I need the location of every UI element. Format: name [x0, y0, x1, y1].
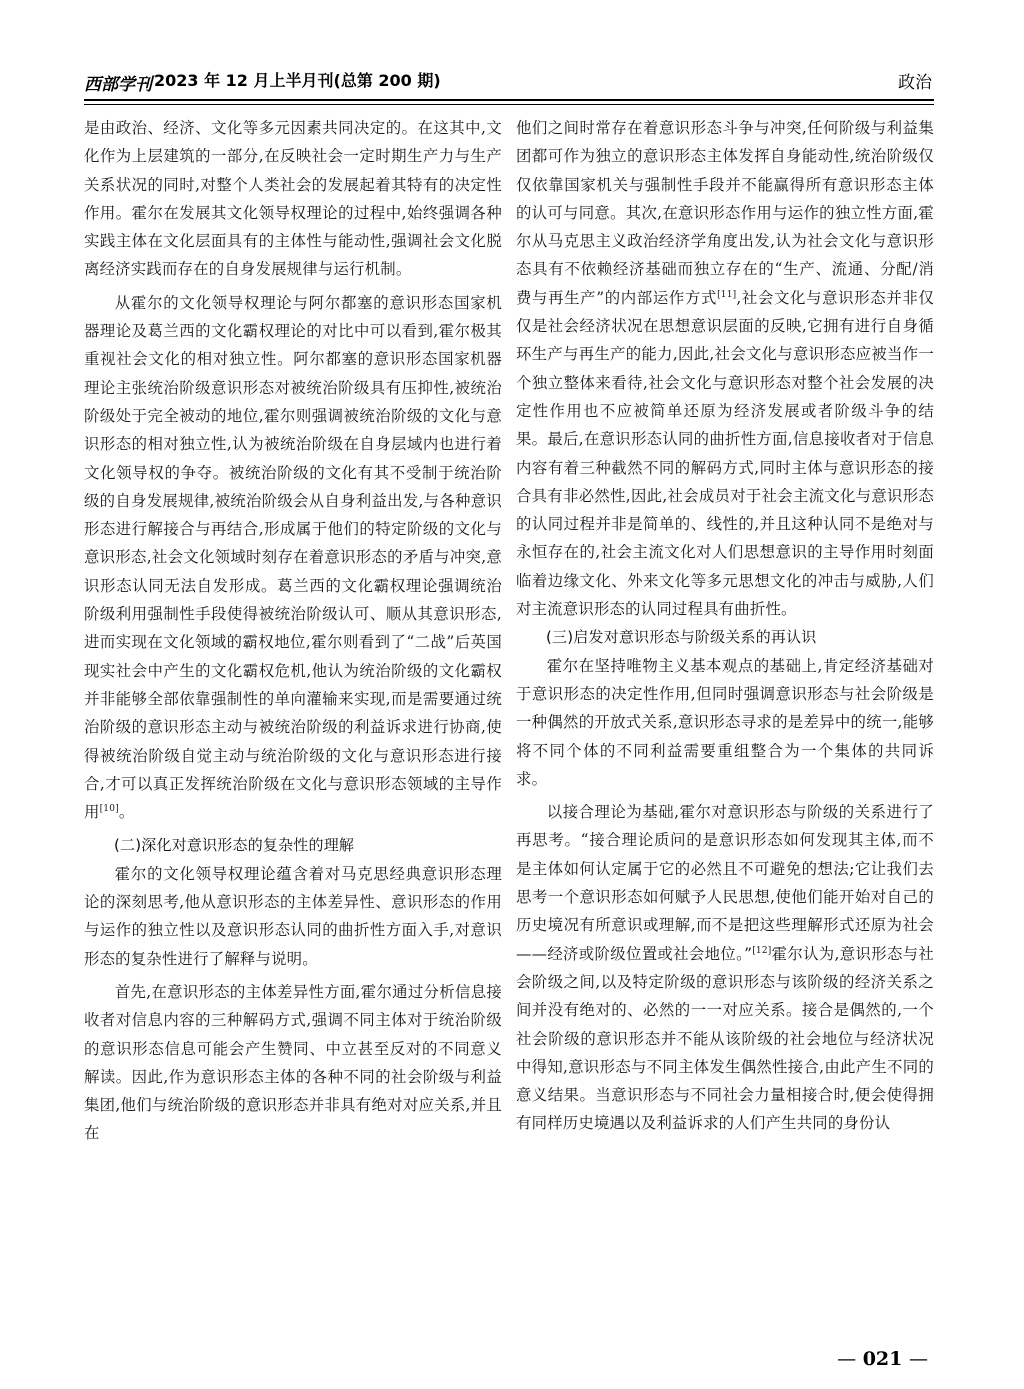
paragraph: 是由政治、经济、文化等多元因素共同决定的。在这其中,文化作为上层建筑的一部分,在反映社会一定时期生产力与生产关系状况的同时,对整个人类社会的发展起着其特有的决定性作用。霍尔在发展其文化领导权理论的过程中,始终强调各种实践主体在文化层面具有的主体性与能动性,强调社会文化脱离经济实践而存在的自身发展规律与运行机制。: [84, 119, 502, 279]
paragraph: [84, 289, 502, 827]
paragraph-end: 。: [118, 803, 135, 822]
section-label: 政治: [898, 73, 932, 93]
page-number-footer: [837, 1348, 928, 1370]
header-rule-thin: [84, 104, 934, 105]
footer-dash: —: [837, 1348, 857, 1370]
paragraph: [516, 114, 934, 623]
running-header: [84, 62, 934, 102]
journal-logo: 西部学刊: [84, 75, 152, 95]
paragraph: 首先,在意识形态的主体差异性方面,霍尔通过分析信息接收者对信息内容的三种解码方式,强调不同主体对于统治阶级的意识形态信息可能会产生赞同、中立甚至反对的不同意义解读。因此,作为意识形态主体的各种不同的社会阶级与利益集团,他们与统治阶级的意识形态并非具有绝对对应关系,并且在: [84, 982, 502, 1143]
paragraph-text: ,社会文化与意识形态并非仅仅是社会经济状况在思想意识层面的反映,它拥有进行自身循环生产与再生产的能力,因此,社会文化与意识形态应被当作一个独立整体来看待,社会文化与意识形态对整个社会发展的决定性作用也不应被简单还原为经济发展或者阶级斗争的结果。最后,在意识形态认同的曲折性方面,信息接收者对于信息内容有着三种截然不同的解码方式,同时主体与意识形态的接合具有非必然性,因此,社会成员对于社会主流文化与意识形态的认同过程并非是简单的、线性的,并且这种认同不是绝对与永恒存在的,社会主流文化对人们思想意识的主导作用时刻面临着边缘文化、外来文化等多元思想文化的冲击与威胁,人们对主流意识形态的认同过程具有曲折性。: [516, 288, 934, 619]
paragraph: 霍尔的文化领导权理论蕴含着对马克思经典意识形态理论的深刻思考,他从意识形态的主体差异性、意识形态的作用与运作的独立性以及意识形态认同的曲折性方面入手,对意识形态的复杂性进行了解释与说明。: [84, 864, 502, 968]
section-heading: (二)深化对意识形态的复杂性的理解: [114, 836, 355, 855]
issue-info: 2023 年 12 月上半月刊(总第 200 期): [154, 71, 441, 90]
citation-ref: [12]: [752, 945, 772, 956]
paragraph-text: 从霍尔的文化领导权理论与阿尔都塞的意识形态国家机器理论及葛兰西的文化霸权理论的对比中可以看到,霍尔极其重视社会文化的相对独立性。阿尔都塞的意识形态国家机器理论主张统治阶级意识形态对被统治阶级具有压抑性,被统治阶级处于完全被动的地位,霍尔则强调被统治阶级的文化与意识形态的相对独立性,认为被统治阶级在自身层域内也进行着文化领导权的争夺。被统治阶级的文化有其不受制于统治阶级的自身发展规律,被统治阶级会从自身利益出发,与各种意识形态进行解接合与再结合,形成属于他们的特定阶级的文化与意识形态,社会文化领域时刻存在着意识形态的矛盾与冲突,意识形态认同无法自发形成。葛兰西的文化霸权理论强调统治阶级利用强制性手段使得被统治阶级认可、顺从其意识形态,进而实现在文化领域的霸权地位,霍尔则看到了“二战”后英国现实社会中产生的文化霸权危机,他认为统治阶级的文化霸权并非能够全部依靠强制性的单向灌输来实现,而是需要通过统治阶级的意识形态主动与被统治阶级的利益诉求进行协商,使得被统治阶级自觉主动与统治阶级的文化与意识形态进行接合,才可以真正发挥统治阶级在文化与意识形态领域的主导作用: [84, 293, 502, 822]
paragraph-text: 霍尔认为,意识形态与社会阶级之间,以及特定阶级的意识形态与该阶级的经济关系之间并没有绝对的、必然的一一对应关系。接合是偶然的,一个社会阶级的意识形态并不能从该阶级的社会地位与经济状况中得知,意识形态与不同主体发生偶然性接合,由此产生不同的意义结果。当意识形态与不同社会力量相接合时,便会使得拥有同样历史境遇以及利益诉求的人们产生共同的身份认: [516, 944, 935, 1133]
footer-dash: —: [909, 1348, 928, 1370]
page-number: 021: [862, 1348, 903, 1370]
paragraph-text: 以接合理论为基础,霍尔对意识形态与阶级的关系进行了再思考。“接合理论质问的是意识形态如何发现其主体,而不是主体如何认定属于它的必然且不可避免的想法;它让我们去思考一个意识形态如何赋予人民思想,使他们能开始对自己的历史境况有所意识或理解,而不是把这些理解形式还原为社会——经济或阶级位置或社会地位。”: [516, 803, 934, 963]
citation-ref: [11]: [717, 289, 737, 300]
section-heading: (三)启发对意识形态与阶级关系的再认识: [546, 628, 817, 647]
paragraph: 霍尔在坚持唯物主义基本观点的基础上,肯定经济基础对于意识形态的决定性作用,但同时强调意识形态与社会阶级是一种偶然的开放式关系,意识形态寻求的是差异中的统一,能够将不同个体的不同利益需要重组整合为一个集体的共同诉求。: [516, 656, 934, 788]
left-column: [84, 114, 502, 1148]
right-column: [516, 114, 934, 1138]
header-rule-thick: [84, 99, 934, 101]
paragraph-text: 他们之间时常存在着意识形态斗争与冲突,任何阶级与利益集团都可作为独立的意识形态主体发挥自身能动性,统治阶级仅仅依靠国家机关与强制性手段并不能赢得所有意识形态主体的认可与同意。其次,在意识形态作用与运作的独立性方面,霍尔从马克思主义政治经济学角度出发,认为社会文化与意识形态具有不依赖经济基础而独立存在的“生产、流通、分配/消费与再生产”的内部运作方式: [516, 119, 934, 307]
paragraph: [516, 798, 934, 1138]
citation-ref: [10]: [99, 804, 119, 814]
